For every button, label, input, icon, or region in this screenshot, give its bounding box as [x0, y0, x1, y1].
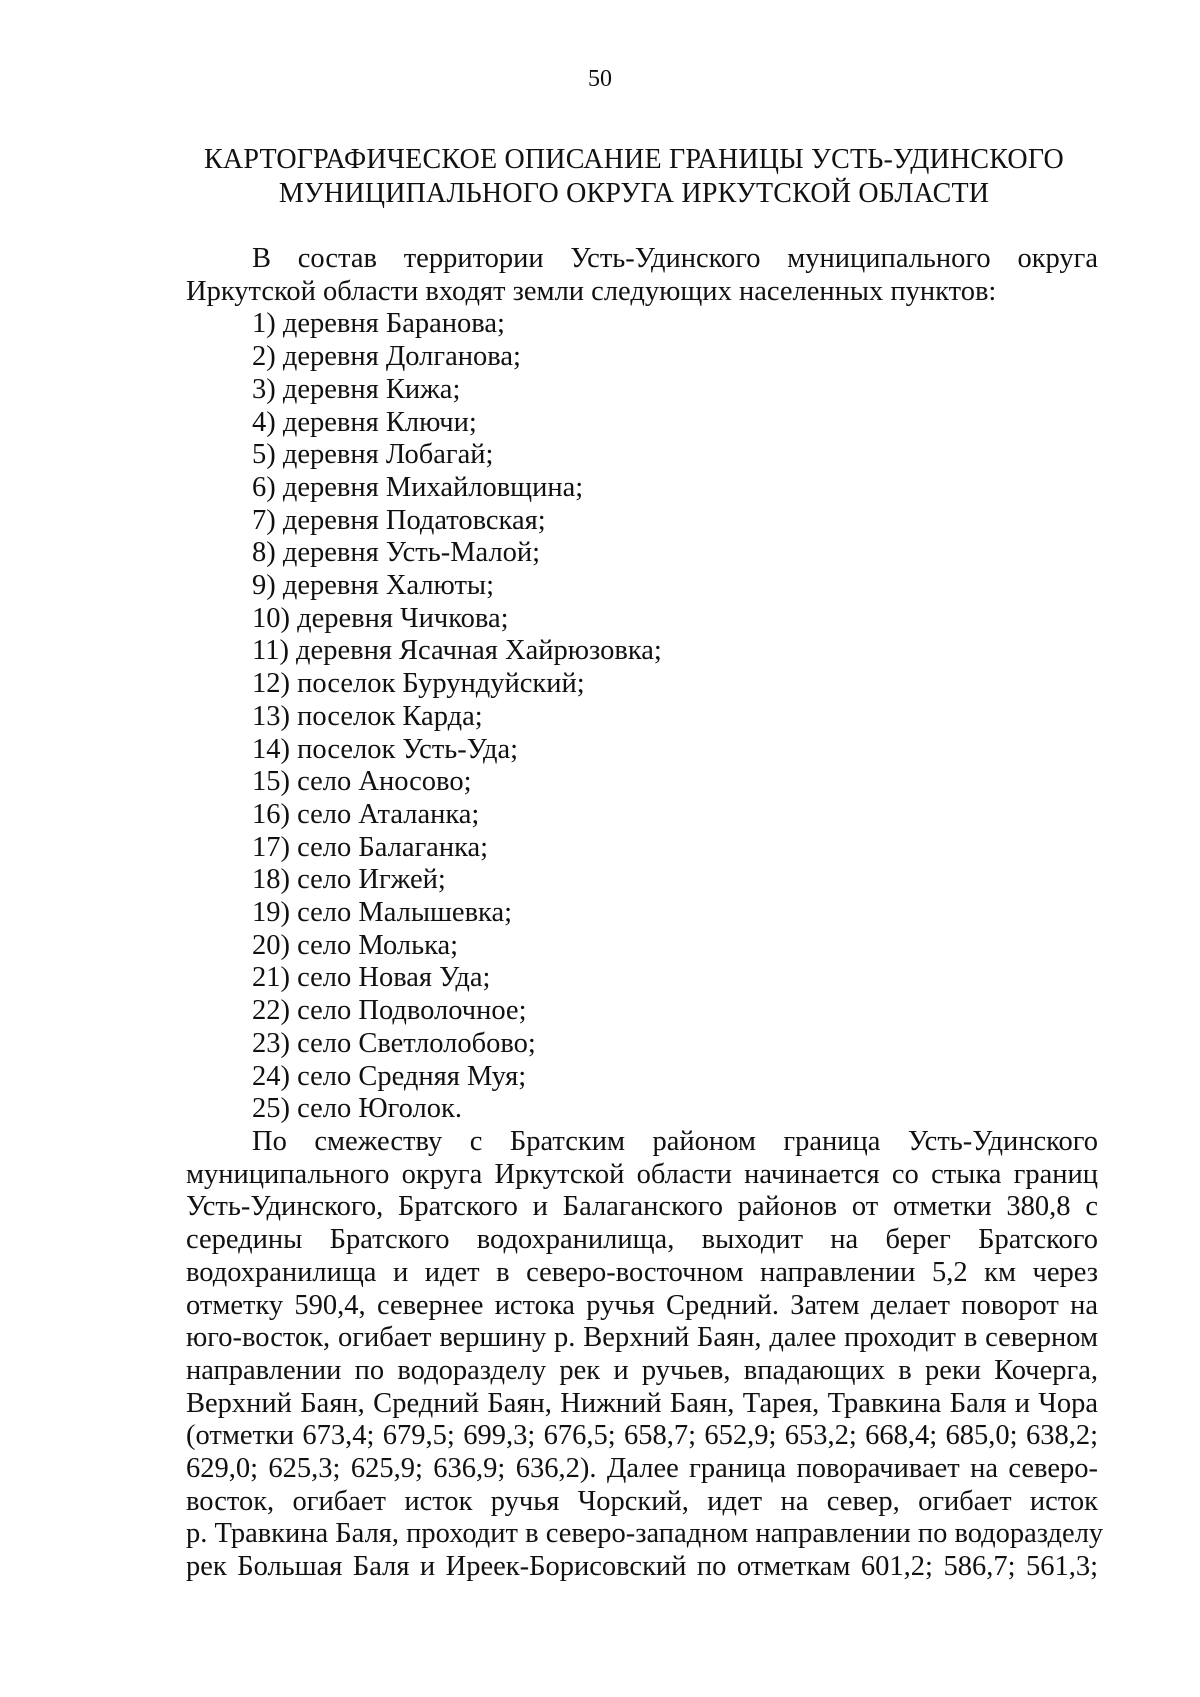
list-item: 15) село Аносово; — [252, 766, 472, 798]
page-number: 50 — [588, 66, 612, 92]
list-item: 14) поселок Усть-Уда; — [252, 733, 519, 765]
list-item: 4) деревня Ключи; — [252, 406, 477, 438]
list-item: 7) деревня Податовская; — [252, 504, 546, 536]
boundary-description-paragraph — [186, 1125, 1104, 1584]
paragraph-line: (отметки 673,4; 679,5; 699,3; 676,5; 658,7; 652,9; 653,2; 668,4; 685,0; 638,2; — [186, 1420, 1098, 1452]
list-item: 20) село Молька; — [252, 929, 459, 961]
paragraph-line: 629,0; 625,3; 625,9; 636,9; 636,2). Далее граница поворачивает на северо- — [186, 1453, 1098, 1485]
list-item: 22) село Подволочное; — [252, 995, 527, 1027]
list-item: 13) поселок Карда; — [252, 700, 483, 732]
paragraph-line: отметку 590,4, севернее истока ручья Средний. Затем делает поворот на — [186, 1289, 1098, 1321]
paragraph-line: муниципального округа Иркутской области начинается со стыка границ — [186, 1158, 1098, 1190]
title-line-2: МУНИЦИПАЛЬНОГО ОКРУГА ИРКУТСКОЙ ОБЛАСТИ — [278, 178, 990, 209]
list-item: 21) село Новая Уда; — [252, 962, 491, 994]
paragraph-line: Усть-Удинского, Братского и Балаганского районов от отметки 380,8 с — [186, 1191, 1098, 1223]
list-item: 6) деревня Михайловщина; — [252, 471, 584, 503]
list-item: 12) поселок Бурундуйский; — [252, 668, 585, 700]
settlements-list — [186, 308, 1098, 1126]
list-item: 11) деревня Ясачная Хайрюзовка; — [252, 635, 662, 667]
paragraph-line: Верхний Баян, Средний Баян, Нижний Баян, Тарея, Травкина Баля и Чора — [186, 1387, 1098, 1419]
paragraph-line: По смежеству с Братским районом граница Усть-Удинского — [252, 1125, 1098, 1157]
list-item: 24) село Средняя Муя; — [252, 1060, 527, 1092]
list-item: 2) деревня Долганова; — [252, 341, 521, 373]
paragraph-line: направлении по водоразделу рек и ручьев, впадающих в реки Кочерга, — [186, 1354, 1098, 1386]
list-item: 23) село Светлолобово; — [252, 1027, 536, 1059]
list-item: 10) деревня Чичкова; — [252, 602, 509, 634]
intro-paragraph — [186, 243, 1098, 308]
list-item: 25) село Юголок. — [252, 1093, 462, 1125]
paragraph-line: середины Братского водохранилища, выходит на берег Братского — [186, 1224, 1098, 1256]
intro-line-2: Иркутской области входят земли следующих населенных пунктов: — [186, 275, 997, 307]
list-item: 5) деревня Лобагай; — [252, 439, 494, 471]
paragraph-line: юго-восток, огибает вершину р. Верхний Баян, далее проходит в северном — [186, 1322, 1098, 1354]
list-item: 8) деревня Усть-Малой; — [252, 537, 541, 569]
intro-line-1: В состав территории Усть-Удинского муниципального округа — [252, 243, 1098, 274]
title-line-1: КАРТОГРАФИЧЕСКОЕ ОПИСАНИЕ ГРАНИЦЫ УСТЬ-УДИНСКОГО — [204, 144, 1064, 175]
list-item: 17) село Балаганка; — [252, 831, 489, 863]
list-item: 1) деревня Баранова; — [252, 308, 505, 340]
list-item: 18) село Игжей; — [252, 864, 446, 896]
list-item: 3) деревня Кижа; — [252, 373, 461, 405]
paragraph-line: восток, огибает исток ручья Чорский, идет на север, огибает исток — [186, 1485, 1098, 1517]
list-item: 16) село Аталанка; — [252, 798, 480, 830]
document-title — [170, 143, 1098, 211]
list-item: 19) село Малышевка; — [252, 897, 513, 929]
paragraph-line: р. Травкина Баля, проходит в северо-западном направлении по водоразделу — [186, 1518, 1104, 1550]
document-body — [186, 243, 1104, 1584]
paragraph-line: водохранилища и идет в северо-восточном направлении 5,2 км через — [186, 1256, 1098, 1288]
list-item: 9) деревня Халюты; — [252, 570, 494, 602]
paragraph-line: рек Большая Баля и Иреек-Борисовский по отметкам 601,2; 586,7; 561,3; — [186, 1551, 1098, 1583]
